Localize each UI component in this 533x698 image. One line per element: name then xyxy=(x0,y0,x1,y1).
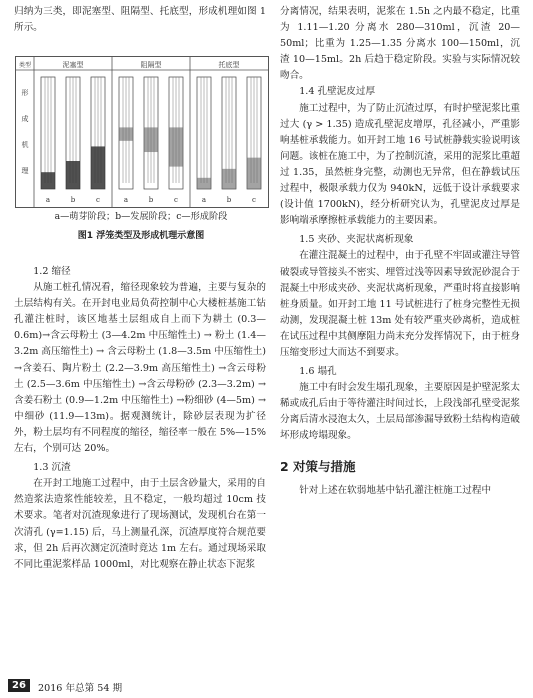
figure-caption: 图1 浮笼类型及形成机理示意图 xyxy=(77,231,205,241)
cage-a xyxy=(119,77,133,204)
page-number: 26 xyxy=(8,679,30,692)
stage-label: b xyxy=(226,196,232,204)
figure-diagram xyxy=(16,57,268,207)
stage-label: b xyxy=(70,196,76,204)
section-2-body: 针对上述在软弱地基中钻孔灌注桩施工过程中 xyxy=(299,484,492,496)
section-1-5-body: 在灌注混凝土的过程中，由于孔壁不牢固或灌注导管破裂或导管接头不密实、埋管过浅等因素导致泥砂混合于混凝土中形成夹砂、夹泥状离析现象，严重时将直接影响桩身质量。如开封工地 11 号试桩进行了桩身完整性无损动测，发现混凝土桩 13m 处有较严重夹砂离析，造成桩在试压过程中其侧摩阻力尚未充分发挥情况下，由于桩身压缩变形过大而达不到要求。 xyxy=(280,250,520,358)
left-column-body xyxy=(14,264,266,573)
section-1-4-body: 施工过程中，为了防止沉渣过厚，有时护壁泥浆比重过大 (γ > 1.35) 造成孔壁泥皮增厚，孔径减小，严重影响基桩承载能力。如开封工地 16 号试桩静载实验说明该问题。该桩在施工中，为了控制沉渣，采用的泥浆比重超过 1.35，虽然桩身完整，动测也无异常，但在静载试压过程中，极限承载力仅为 940kN，远低于设计承载要求 (设计值 1700kN)，经分析研究认为，孔壁泥皮过厚是影响端承摩擦桩承载能力的主要因素。 xyxy=(280,102,520,227)
type-label-barrier: 阻隔型 xyxy=(140,61,162,69)
section-1-6-title: 1.6 塌孔 xyxy=(299,366,337,378)
stage-label: a xyxy=(45,196,51,204)
stage-label: c xyxy=(96,196,100,204)
page-footer xyxy=(0,676,533,698)
cage-a xyxy=(197,77,211,204)
row-label-char: 理 xyxy=(21,167,29,175)
cage-c xyxy=(247,77,261,204)
continued-paragraph: 分离情况，结果表明，泥浆在 1.5h 之内最不稳定，比重为 1.11—1.20 分离水 280—310ml，沉渣 20—50ml；比重为 1.25—1.35 分离水 100—150ml，沉渣 10—15ml。2h 后趋于稳定阶段。实验与实际情况较吻合。 xyxy=(280,6,520,82)
issue-label: 2016 年总第 54 期 xyxy=(38,683,123,694)
stage-label: a xyxy=(201,196,207,204)
cage-b xyxy=(66,77,80,204)
cage-drawings xyxy=(41,77,261,204)
section-1-3-body: 在开封工地施工过程中，由于土层含砂量大，采用的自然造浆法造浆性能较差，且不稳定，一般均超过 10cm 技术要求。笔者对沉渣现象进行了现场测试，发现机台在第一次清孔 (γ=1.15) 后，马上测量孔深，沉渣厚度符合规范要求，但 2h 后再次测定沉渣时竟达 1m 左右。通过现场采取不同比重泥浆样品 1000ml，对比观察在静止状态下泥浆 xyxy=(14,478,266,570)
section-1-4-title: 1.4 孔壁泥皮过厚 xyxy=(299,86,376,98)
type-label-plug: 泥塞型 xyxy=(62,61,84,69)
cage-c xyxy=(169,77,183,204)
cage-a xyxy=(41,77,55,204)
stage-label: a xyxy=(123,196,129,204)
section-1-5-title: 1.5 夹砂、夹泥状离析现象 xyxy=(299,234,414,246)
cage-b xyxy=(222,77,236,204)
cage-c xyxy=(91,77,105,204)
section-2-title: 2 对策与措施 xyxy=(280,458,356,474)
row-label-char: 成 xyxy=(21,115,29,123)
stage-label: c xyxy=(174,196,178,204)
section-1-6-body: 施工中有时会发生塌孔现象，主要原因是护壁泥浆太稀或成孔后由于等待灌注时间过长，上段浅部孔壁受泥浆分离后清水浸泡太久，土层局部渗漏导致粉土结构构造破坏形成垮塌现象。 xyxy=(280,382,520,442)
stage-legend: a—萌芽阶段；b—发展阶段；c—形成阶段 xyxy=(54,211,228,222)
type-label-bottom: 托底型 xyxy=(218,61,240,69)
intro-paragraph: 归纳为三类，即泥塞型、阻隔型、托底型，形成机理如图 1 所示。 xyxy=(14,6,266,34)
right-column xyxy=(280,4,520,499)
section-1-2-body: 从施工桩孔情况看，缩径现象较为普遍，主要与复杂的土层结构有关。在开封电业局负荷控制中心大楼桩基施工钻孔灌注桩时，该区地基土层组成自上而下为耕土 (0.3—0.6m)→含云母粉土 (3—4.2m 中压缩性土) → 粉土 (1.4—3.2m 高压缩性土) → 含云母粉土 (1.8—3.5m 中压缩性土) →含姜石、陶片粉土 (2.2—3.9m 高压缩性土) →含云母粉土 (2.5—3.6m 中压缩性土) →含云母粉砂 (2.3—3.2m) →含姜石粉土 (0.9—1.2m 中压缩性土) →粉细砂 (4—5m) →中细砂 (11.9—13m)。据观测统计，除砂层表现为扩径外，粉土层均有不同程度的缩径，缩径率一般在 5%—15%左右，个别可达 20%。 xyxy=(14,282,266,455)
mechanism-row-label xyxy=(22,89,29,175)
row-label-char: 机 xyxy=(21,141,29,149)
section-1-2-title: 1.2 缩径 xyxy=(33,266,71,277)
stage-label: c xyxy=(252,196,256,204)
cage-b xyxy=(144,77,158,204)
figure-1 xyxy=(15,56,269,208)
stage-label: b xyxy=(148,196,154,204)
figure-type-header: 类型 xyxy=(18,62,32,69)
section-1-3-title: 1.3 沉渣 xyxy=(33,462,71,474)
row-label-char: 形 xyxy=(21,89,29,97)
left-column xyxy=(14,4,266,36)
